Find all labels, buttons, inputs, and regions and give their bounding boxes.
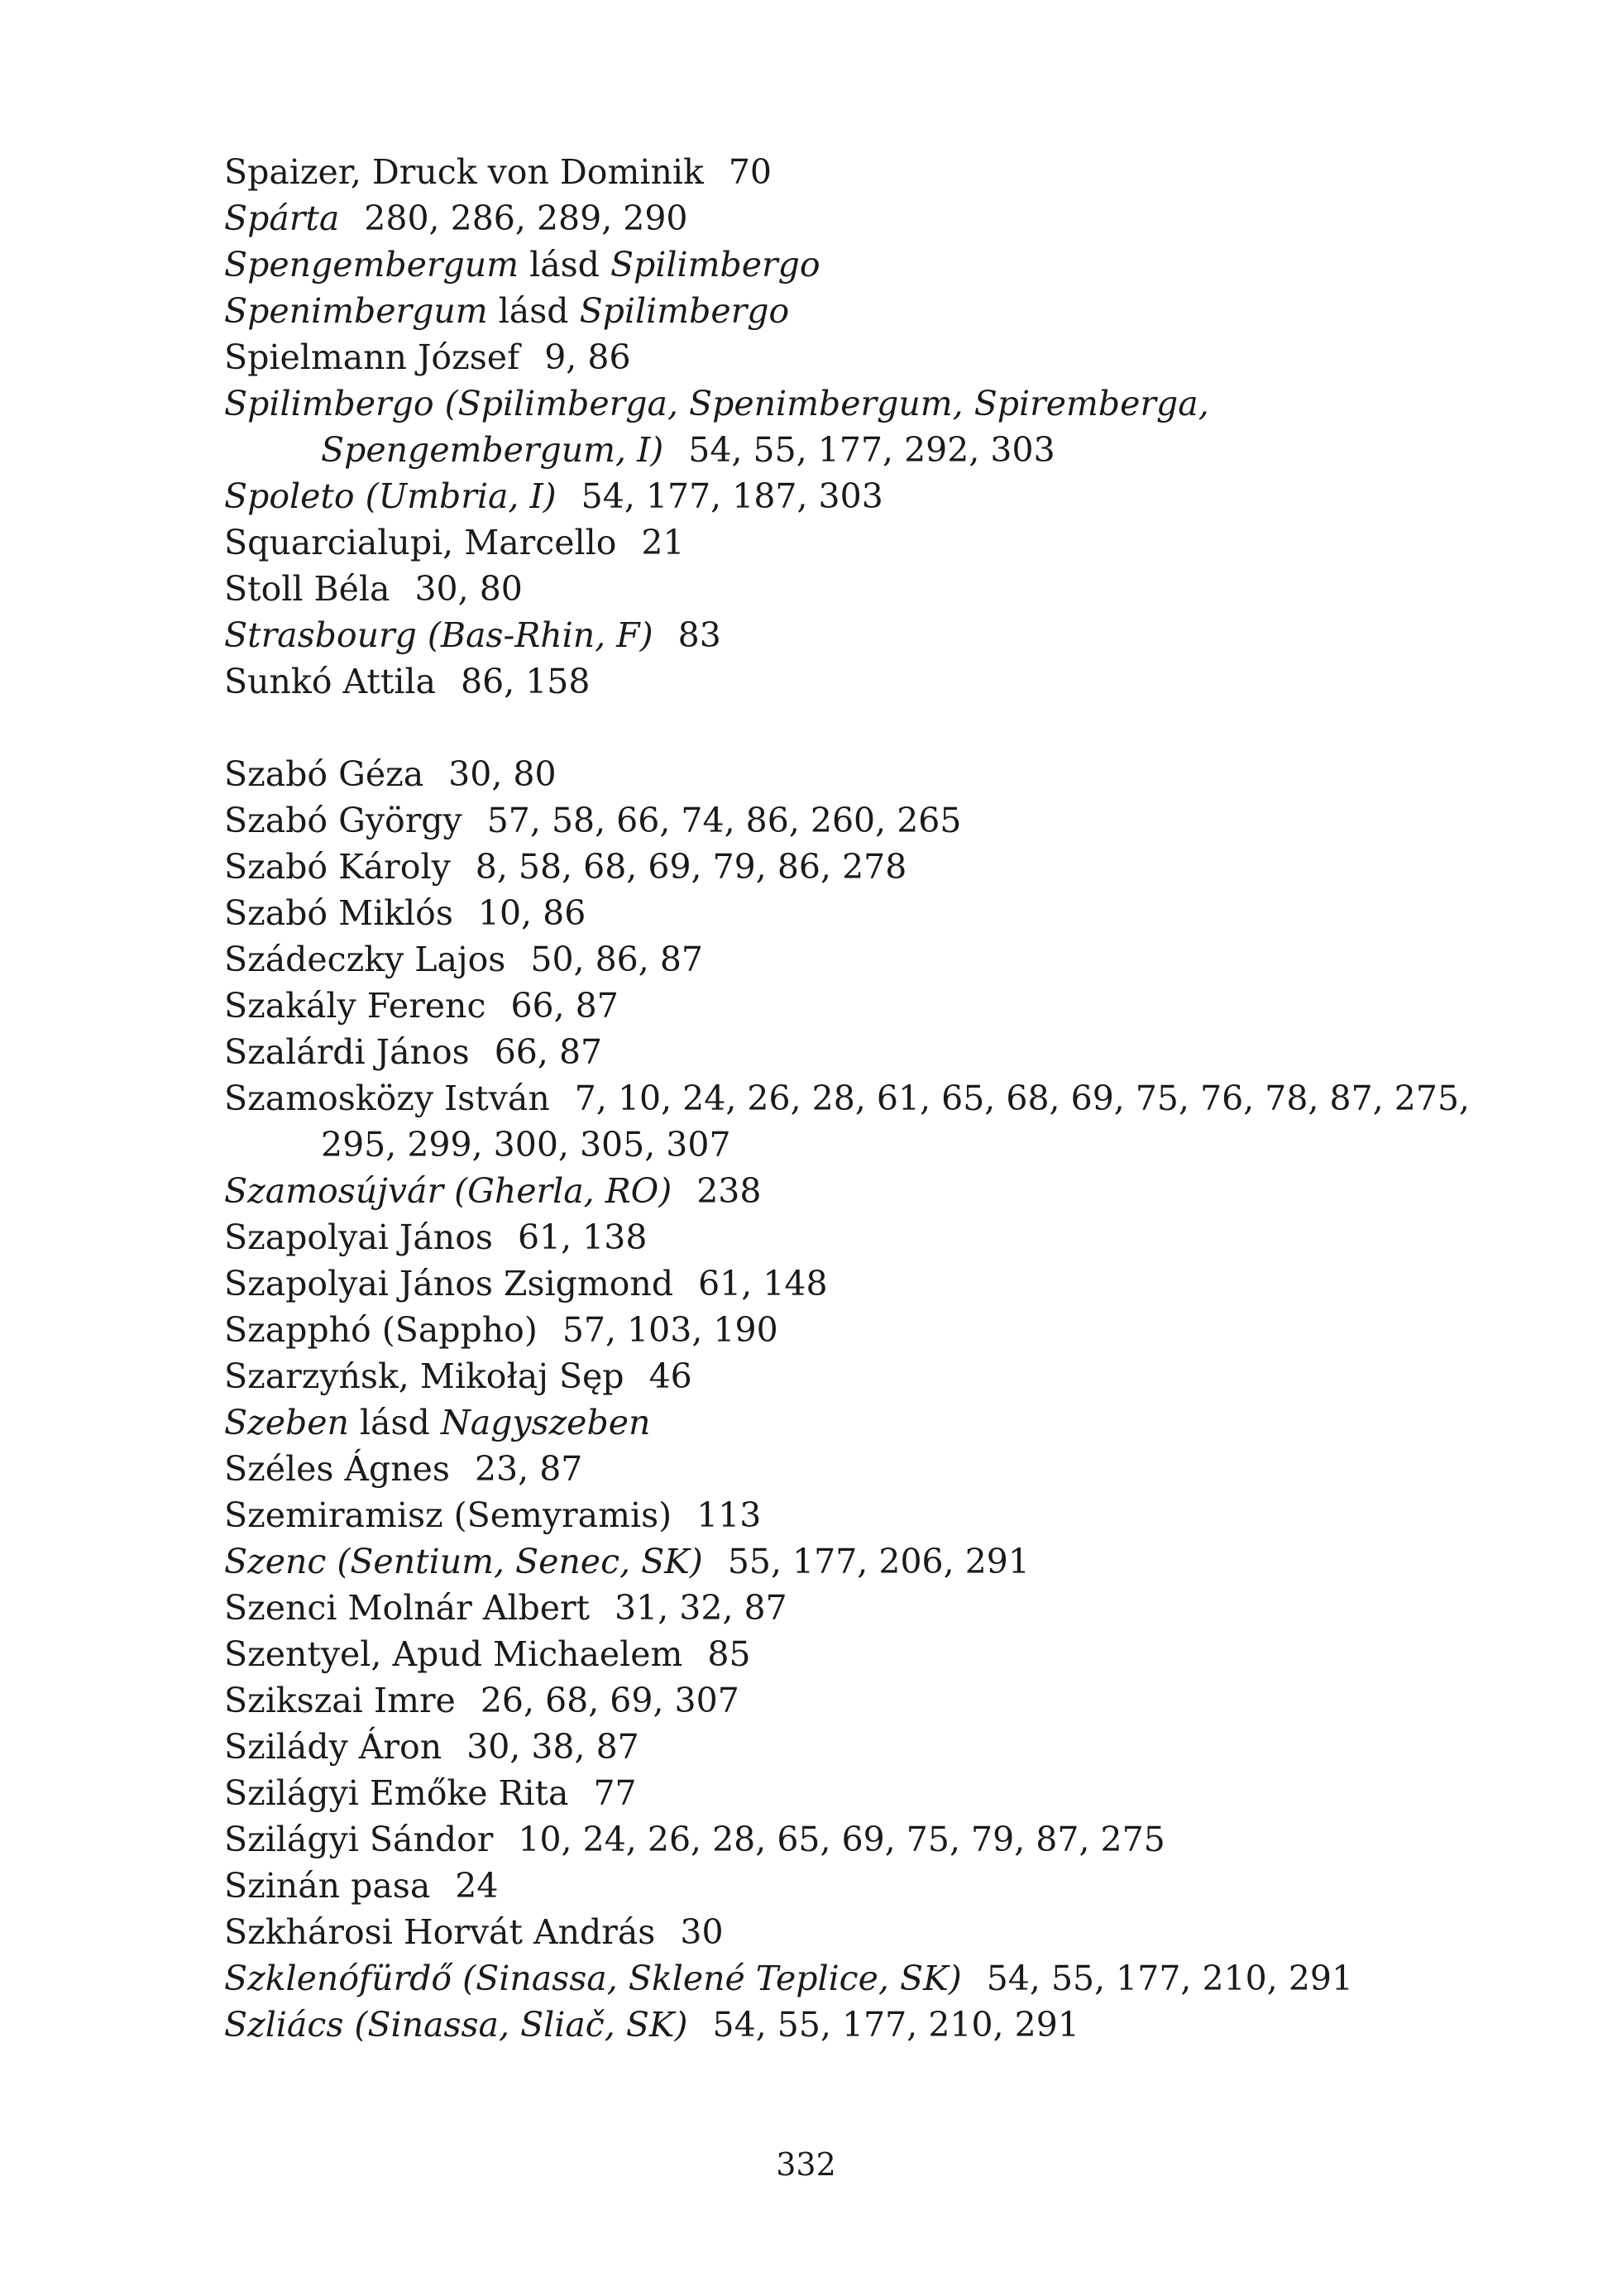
index-list [224, 149, 1490, 2048]
entry-see-label: lásd [359, 1403, 430, 1442]
section-gap [224, 705, 1490, 751]
entry-pages: 30 [680, 1912, 724, 1952]
entry-term: Szabó György [224, 801, 462, 840]
entry-term: Szenc (Sentium, Senec, SK) [224, 1542, 703, 1581]
entry-pages: 86, 158 [460, 662, 591, 701]
entry-pages: 50, 86, 87 [530, 940, 704, 979]
entry-term: Szilágyi Emőke Rita [224, 1773, 569, 1813]
entry-term: Szabó Károly [224, 847, 451, 887]
index-entry [224, 1816, 1490, 1863]
entry-pages: 10, 24, 26, 28, 65, 69, 75, 79, 87, 275 [518, 1820, 1165, 1859]
entry-term: Szinán pasa [224, 1866, 431, 1906]
index-entry [224, 1214, 1490, 1260]
entry-term: Szalárdi János [224, 1032, 470, 1072]
index-entry [224, 983, 1490, 1029]
entry-term: Spárta [224, 199, 340, 238]
entry-pages: 238 [696, 1171, 762, 1211]
entry-term: Szemiramisz (Semyramis) [224, 1495, 672, 1535]
entry-term: Spielmann József [224, 337, 520, 377]
entry-term: Szamosközy István [224, 1079, 550, 1118]
entry-term: Szilády Áron [224, 1727, 442, 1767]
index-entry [224, 844, 1490, 890]
entry-pages: 54, 55, 177, 210, 291 [986, 1959, 1354, 1998]
entry-pages: 30, 38, 87 [466, 1727, 639, 1767]
index-entry [224, 751, 1490, 797]
index-entry [224, 149, 1490, 195]
entry-term: Szilágyi Sándor [224, 1820, 494, 1859]
index-entry [224, 1631, 1490, 1677]
entry-pages: 54, 177, 187, 303 [581, 476, 883, 516]
entry-term: Spaizer, Druck von Dominik [224, 152, 704, 192]
entry-term: Szabó Miklós [224, 893, 453, 933]
entry-pages: 55, 177, 206, 291 [727, 1542, 1030, 1581]
entry-see-target: Spilimbergo [610, 245, 820, 285]
index-entry [224, 1538, 1490, 1585]
entry-pages: 61, 138 [517, 1217, 648, 1257]
entry-pages: 280, 286, 289, 290 [364, 199, 688, 238]
entry-term: Stoll Béla [224, 569, 390, 609]
entry-term: Spenimbergum [224, 291, 488, 331]
entry-pages: 57, 103, 190 [562, 1310, 778, 1350]
entry-pages: 83 [677, 615, 721, 655]
entry-term: Szenci Molnár Albert [224, 1588, 591, 1628]
index-entry [224, 612, 1490, 658]
index-entry [224, 1075, 1490, 1168]
index-entry [224, 1307, 1490, 1353]
entry-term: Szentyel, Apud Michaelem [224, 1634, 683, 1674]
index-entry [224, 566, 1490, 612]
index-entry [224, 1724, 1490, 1770]
entry-term: Szapphó (Sappho) [224, 1310, 538, 1350]
entry-pages: 23, 87 [474, 1449, 583, 1489]
entry-pages: 7, 10, 24, 26, 28, 61, 65, 68, 69, 75, 76, 78, 87, 275, 295, 299, 300, 305, 307 [321, 1079, 1471, 1165]
entry-term: Szakály Ferenc [224, 986, 486, 1026]
index-entry [224, 1260, 1490, 1307]
entry-term: Strasbourg (Bas-Rhin, F) [224, 615, 653, 655]
entry-pages: 85 [707, 1634, 751, 1674]
entry-see-target: Spilimbergo [579, 291, 790, 331]
entry-pages: 61, 148 [698, 1264, 828, 1303]
entry-term: Szikszai Imre [224, 1681, 456, 1720]
entry-pages: 46 [648, 1356, 692, 1396]
entry-term: Szádeczky Lajos [224, 940, 506, 979]
entry-pages: 77 [593, 1773, 637, 1813]
entry-term: Szabó Géza [224, 754, 424, 794]
entry-term: Szeben [224, 1403, 349, 1442]
page-number: 332 [776, 2146, 836, 2183]
index-entry [224, 936, 1490, 983]
entry-pages: 30, 80 [414, 569, 523, 609]
entry-see-target: Nagyszeben [440, 1403, 651, 1442]
entry-term: Szarzyńsk, Mikołaj Sęp [224, 1356, 624, 1396]
index-entry [224, 1399, 1490, 1446]
entry-pages: 57, 58, 66, 74, 86, 260, 265 [486, 801, 962, 840]
index-entry [224, 2002, 1490, 2048]
entry-see-label: lásd [498, 291, 569, 331]
entry-term: Széles Ágnes [224, 1449, 450, 1489]
entry-pages: 26, 68, 69, 307 [480, 1681, 739, 1720]
entry-pages: 113 [696, 1495, 762, 1535]
entry-pages: 8, 58, 68, 69, 79, 86, 278 [475, 847, 907, 887]
entry-pages: 24 [455, 1866, 499, 1906]
index-entry [224, 1909, 1490, 1955]
entry-pages: 21 [641, 523, 685, 562]
entry-pages: 54, 55, 177, 292, 303 [688, 430, 1055, 470]
index-entry [224, 1955, 1490, 2002]
entry-term: Spengembergum [224, 245, 519, 285]
index-entry [224, 890, 1490, 936]
entry-pages: 9, 86 [544, 337, 631, 377]
entry-pages: 10, 86 [477, 893, 586, 933]
index-entry [224, 288, 1490, 334]
index-entry [224, 1770, 1490, 1816]
entry-pages: 70 [728, 152, 772, 192]
entry-see-label: lásd [529, 245, 600, 285]
entry-term: Szamosújvár (Gherla, RO) [224, 1171, 672, 1211]
index-entry [224, 334, 1490, 380]
index-entry [224, 380, 1490, 473]
entry-pages: 30, 80 [448, 754, 557, 794]
index-entry [224, 195, 1490, 242]
entry-term: Szklenófürdő (Sinassa, Sklené Teplice, SK) [224, 1959, 962, 1998]
entry-term: Szapolyai János Zsigmond [224, 1264, 674, 1303]
index-entry [224, 658, 1490, 705]
entry-pages: 66, 87 [494, 1032, 603, 1072]
entry-term: Spilimbergo (Spilimberga, Spenimbergum, Spiremberga, Spengembergum, I) [224, 384, 1209, 470]
entry-term: Spoleto (Umbria, I) [224, 476, 557, 516]
entry-pages: 66, 87 [510, 986, 619, 1026]
entry-term: Szkhárosi Horvát András [224, 1912, 656, 1952]
index-entry [224, 519, 1490, 566]
index-entry [224, 1585, 1490, 1631]
index-entry [224, 1446, 1490, 1492]
entry-term: Szapolyai János [224, 1217, 493, 1257]
index-entry [224, 473, 1490, 519]
index-entry [224, 242, 1490, 288]
index-entry [224, 1863, 1490, 1909]
entry-pages: 31, 32, 87 [615, 1588, 787, 1628]
index-entry [224, 1492, 1490, 1538]
entry-term: Szliács (Sinassa, Sliač, SK) [224, 2005, 688, 2045]
entry-term: Squarcialupi, Marcello [224, 523, 617, 562]
index-entry [224, 797, 1490, 844]
index-entry [224, 1168, 1490, 1214]
entry-pages: 54, 55, 177, 210, 291 [712, 2005, 1079, 2045]
index-entry [224, 1353, 1490, 1399]
index-entry [224, 1677, 1490, 1724]
index-entry [224, 1029, 1490, 1075]
entry-term: Sunkó Attila [224, 662, 436, 701]
